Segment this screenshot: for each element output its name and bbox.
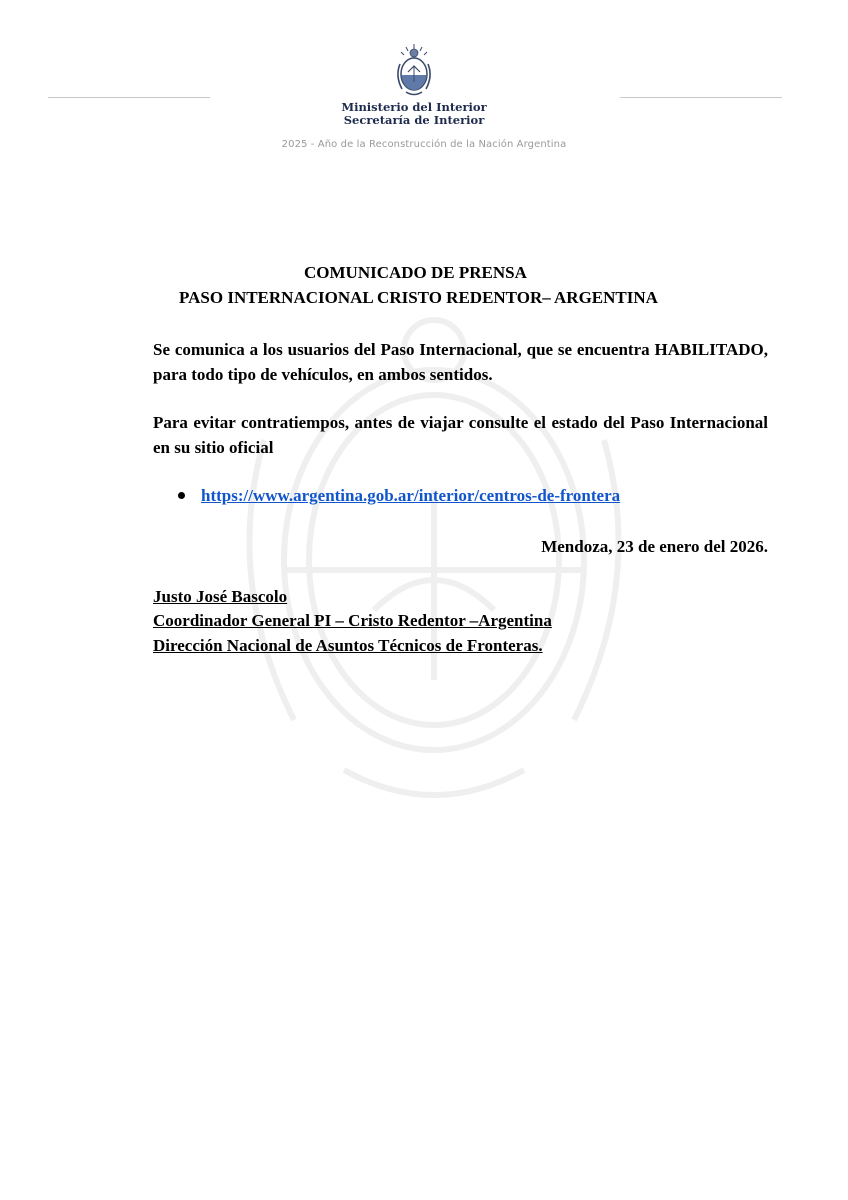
signatory-role: Coordinador General PI – Cristo Redentor –Argentina xyxy=(153,611,552,630)
link-list-item xyxy=(178,486,620,506)
bullet-icon xyxy=(178,492,185,499)
national-coat-of-arms-icon xyxy=(392,42,436,98)
date-line: Mendoza, 23 de enero del 2026. xyxy=(541,537,768,556)
press-release-title: COMUNICADO DE PRENSA xyxy=(304,263,527,282)
signatory-department: Dirección Nacional de Asuntos Técnicos de Fronteras. xyxy=(153,636,543,655)
advice-paragraph: Para evitar contratiempos, antes de viajar consulte el estado del Paso Internacional en su sitio oficial xyxy=(153,413,768,457)
signatory-name: Justo José Bascolo xyxy=(153,587,288,606)
ministry-name: Ministerio del Interior xyxy=(341,100,487,114)
year-motto: 2025 - Año de la Reconstrucción de la Nación Argentina xyxy=(281,139,567,150)
status-paragraph: Se comunica a los usuarios del Paso Internacional, que se encuentra HABILITADO, para todo tipo de vehículos, en ambos sentidos. xyxy=(153,340,768,384)
official-site-link[interactable]: https://www.argentina.gob.ar/interior/centros-de-frontera xyxy=(201,486,621,505)
secretariat-name: Secretaría de Interior xyxy=(343,113,485,127)
press-release-subtitle: PASO INTERNACIONAL CRISTO REDENTOR– ARGENTINA xyxy=(179,288,658,307)
header-divider-right xyxy=(620,97,782,98)
header-divider-left xyxy=(48,97,210,98)
